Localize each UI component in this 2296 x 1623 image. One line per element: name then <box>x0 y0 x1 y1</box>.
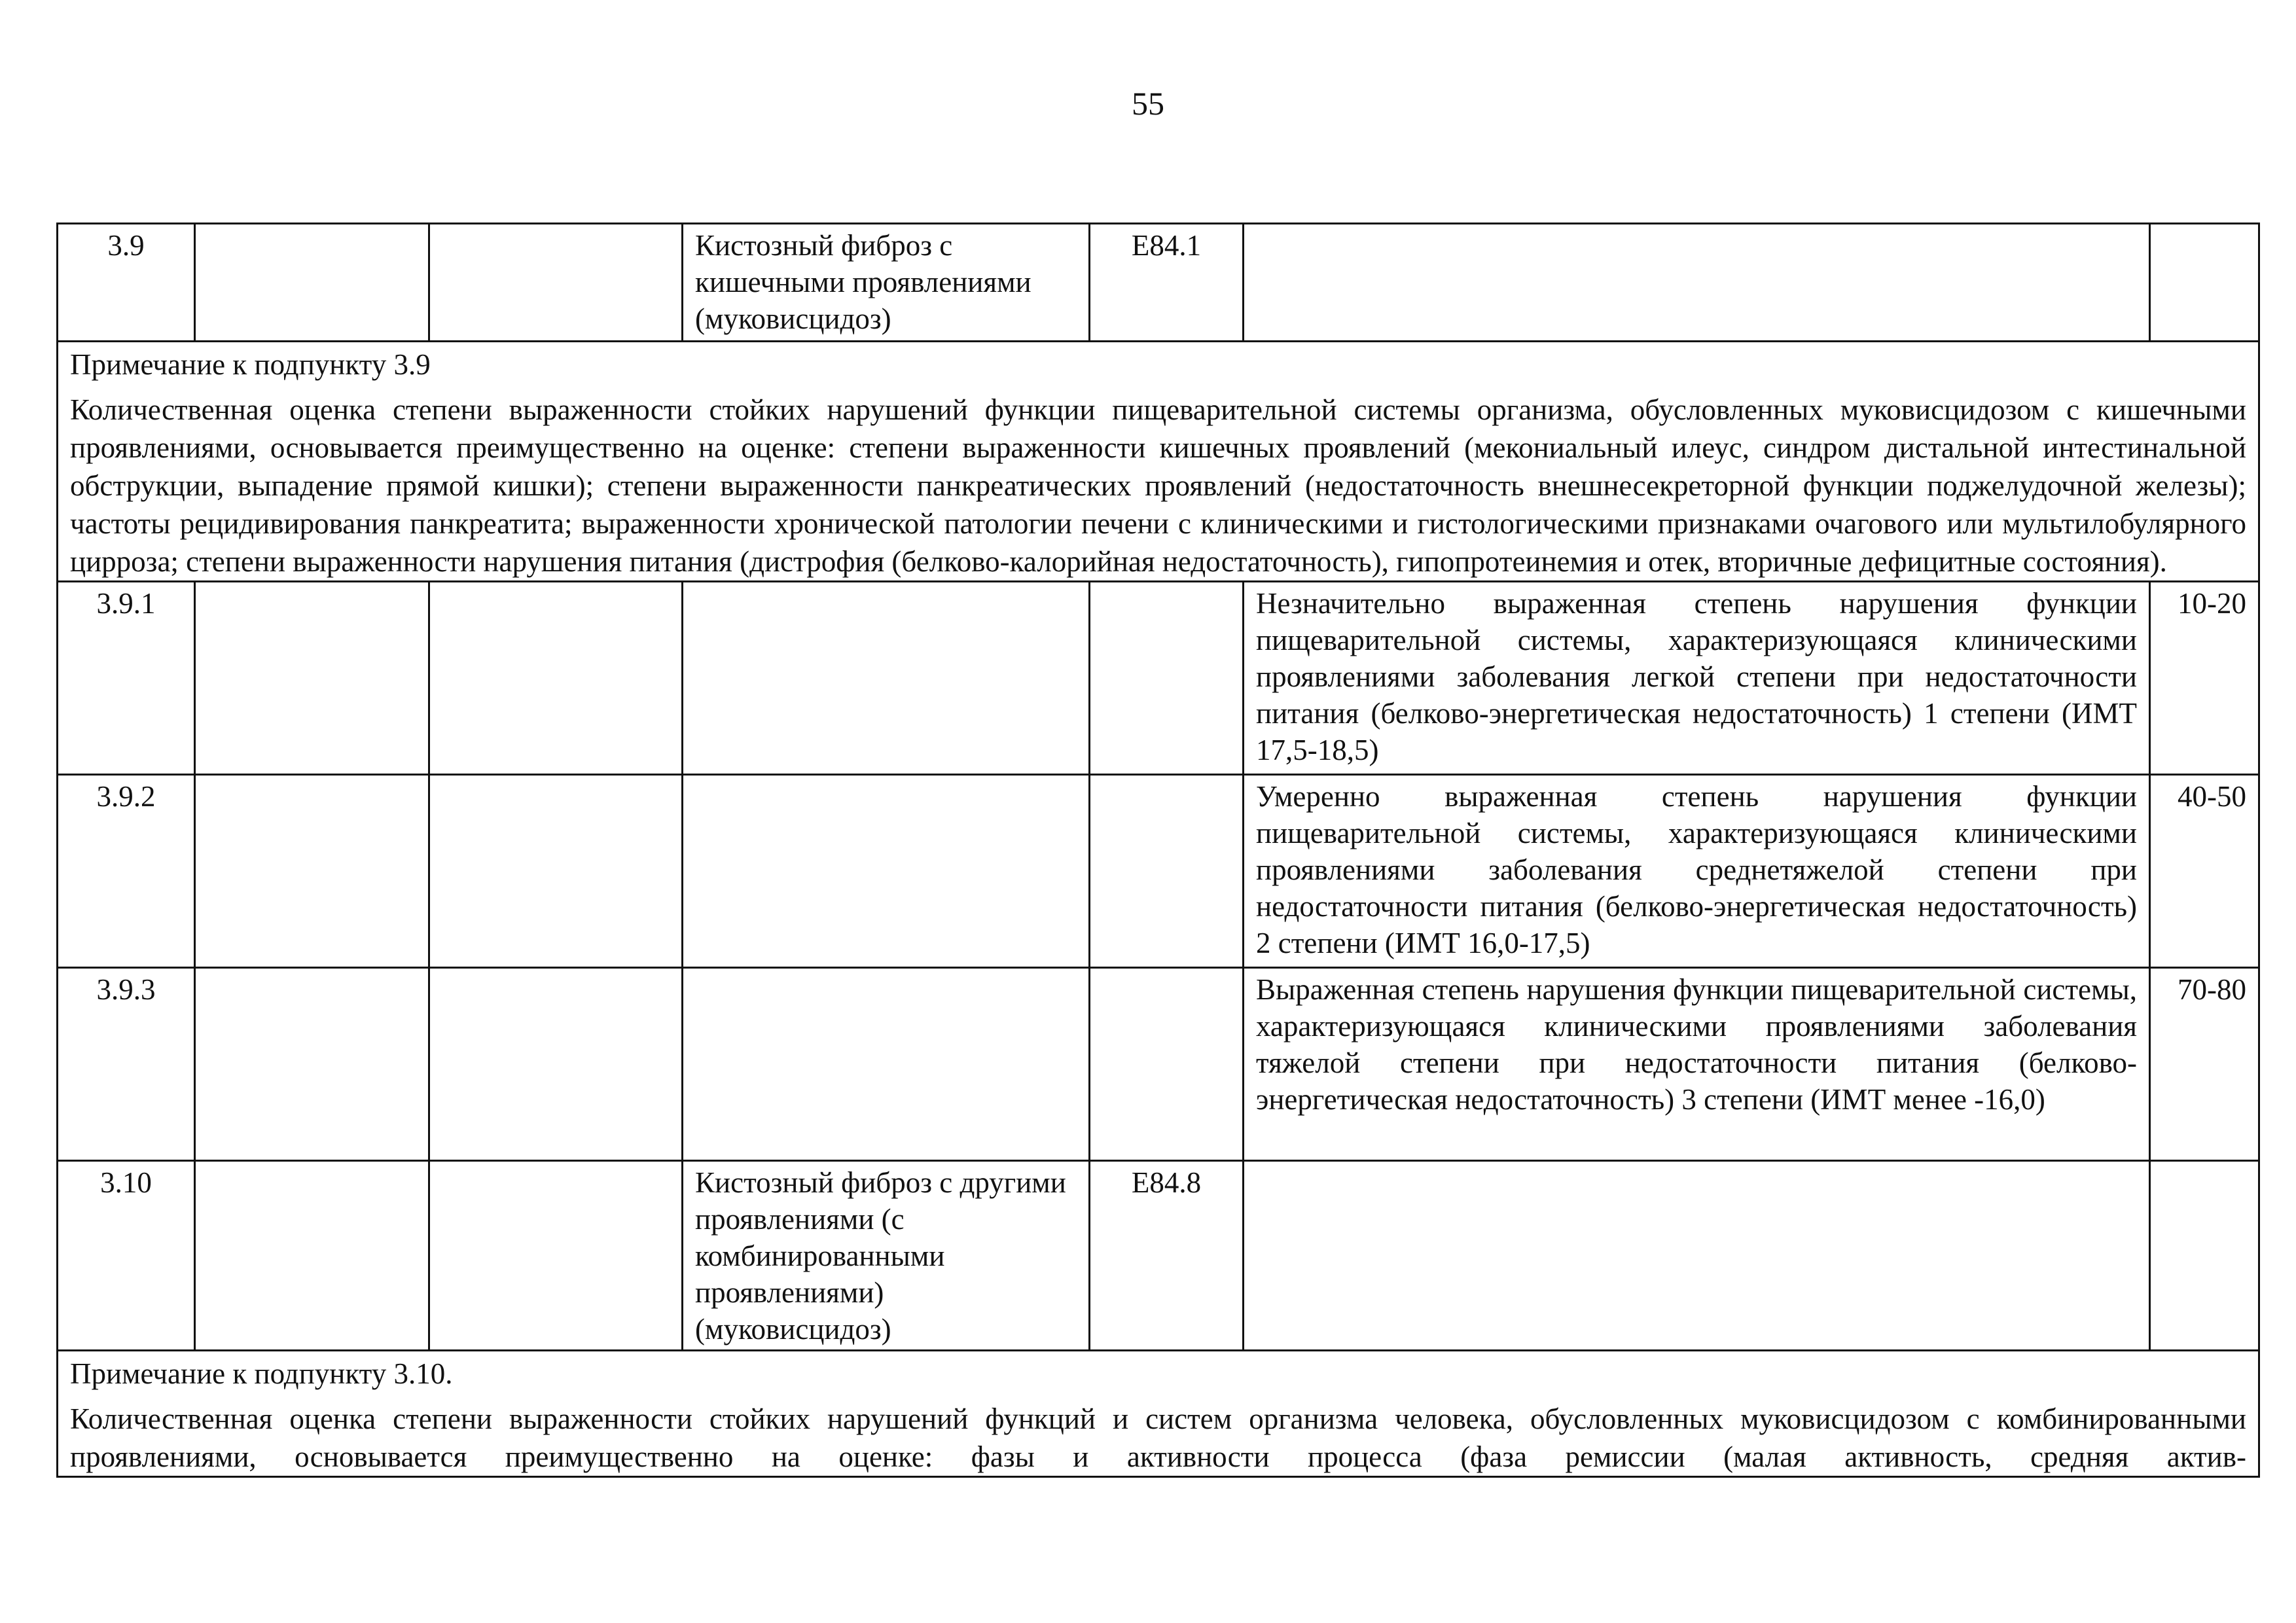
icd-code: E84.1 <box>1090 224 1244 342</box>
empty-cell <box>429 1161 683 1351</box>
empty-cell <box>195 775 429 968</box>
note-title: Примечание к подпункту 3.9 <box>70 348 431 381</box>
page-number: 55 <box>1132 85 1164 122</box>
empty-cell <box>429 582 683 775</box>
criteria-description <box>1244 1161 2150 1351</box>
item-number: 3.10 <box>58 1161 195 1351</box>
note-text: Количественная оценка степени выраженности стойких нарушений функции пищеварительной системы организма, обусловленных муковисцидозом с кишечными проявлениями, основывается преимущественно на оценке: степени выраженности кишечных проявлений (мекониальный илеус, синдром дистальной интестинальной обструкции, выпадение прямой кишки); степени выраженности панкреатических проявлений (недостаточность внешнесекреторной функции поджелудочной железы); частоты рецидивирования панкреатита; выраженности хронической патологии печени с клиническими и гистологическими признаками очагового или мультилобулярного цирроза; степени выраженности нарушения питания (дистрофия (белково-калорийная недостаточность), гипопротеинемия и отек, вторичные дефицитные состояния). <box>70 393 2246 578</box>
empty-cell <box>683 775 1090 968</box>
empty-cell <box>429 224 683 342</box>
table-row-3-9 <box>58 224 2259 342</box>
empty-cell <box>429 968 683 1161</box>
table-row-3-9-2 <box>58 775 2259 968</box>
disability-criteria-table <box>56 223 2260 1478</box>
table-row-3-9-1 <box>58 582 2259 775</box>
note-text: Количественная оценка степени выраженности стойких нарушений функций и систем организма человека, обусловленных муковисцидозом с комбинированными проявлениями, основывается преимущественно на оценке: фазы и активности процесса (фаза ремиссии (малая активность, средняя актив- <box>70 1402 2246 1473</box>
empty-cell <box>195 224 429 342</box>
item-number: 3.9.2 <box>58 775 195 968</box>
percent-range <box>2150 1161 2259 1351</box>
percent-range: 10-20 <box>2150 582 2259 775</box>
table-row-3-10 <box>58 1161 2259 1351</box>
criteria-description <box>1244 224 2150 342</box>
disease-name: Кистозный фиброз с кишечными проявлениями (муковисцидоз) <box>683 224 1090 342</box>
criteria-description: Незначительно выраженная степень нарушения функции пищеварительной системы, характеризующаяся клиническими проявлениями заболевания легкой степени при недостаточности питания (белково-энергетическая недостаточность) 1 степени (ИМТ 17,5-18,5) <box>1244 582 2150 775</box>
note-cell <box>58 342 2259 582</box>
empty-cell <box>683 968 1090 1161</box>
empty-cell <box>195 1161 429 1351</box>
item-number: 3.9 <box>58 224 195 342</box>
percent-range: 70-80 <box>2150 968 2259 1161</box>
item-number: 3.9.1 <box>58 582 195 775</box>
icd-code: E84.8 <box>1090 1161 1244 1351</box>
criteria-description: Выраженная степень нарушения функции пищеварительной системы, характеризующаяся клиническими проявлениями заболевания тяжелой степени при недостаточности питания (белково-энергетическая недостаточность) 3 степени (ИМТ менее -16,0) <box>1244 968 2150 1161</box>
empty-cell <box>1090 968 1244 1161</box>
note-title: Примечание к подпункту 3.10. <box>70 1357 453 1390</box>
note-row-3-10 <box>58 1351 2259 1477</box>
percent-range: 40-50 <box>2150 775 2259 968</box>
note-row-3-9 <box>58 342 2259 582</box>
criteria-description: Умеренно выраженная степень нарушения функции пищеварительной системы, характеризующаяся клиническими проявлениями заболевания среднетяжелой степени при недостаточности питания (белково-энергетическая недостаточность) 2 степени (ИМТ 16,0-17,5) <box>1244 775 2150 968</box>
empty-cell <box>429 775 683 968</box>
percent-range <box>2150 224 2259 342</box>
table-row-3-9-3 <box>58 968 2259 1161</box>
note-cell <box>58 1351 2259 1477</box>
disease-name: Кистозный фиброз с другими проявлениями (с комбинированными проявлениями) (муковисцидоз) <box>683 1161 1090 1351</box>
item-number: 3.9.3 <box>58 968 195 1161</box>
empty-cell <box>1090 582 1244 775</box>
empty-cell <box>1090 775 1244 968</box>
empty-cell <box>195 968 429 1161</box>
empty-cell <box>195 582 429 775</box>
empty-cell <box>683 582 1090 775</box>
